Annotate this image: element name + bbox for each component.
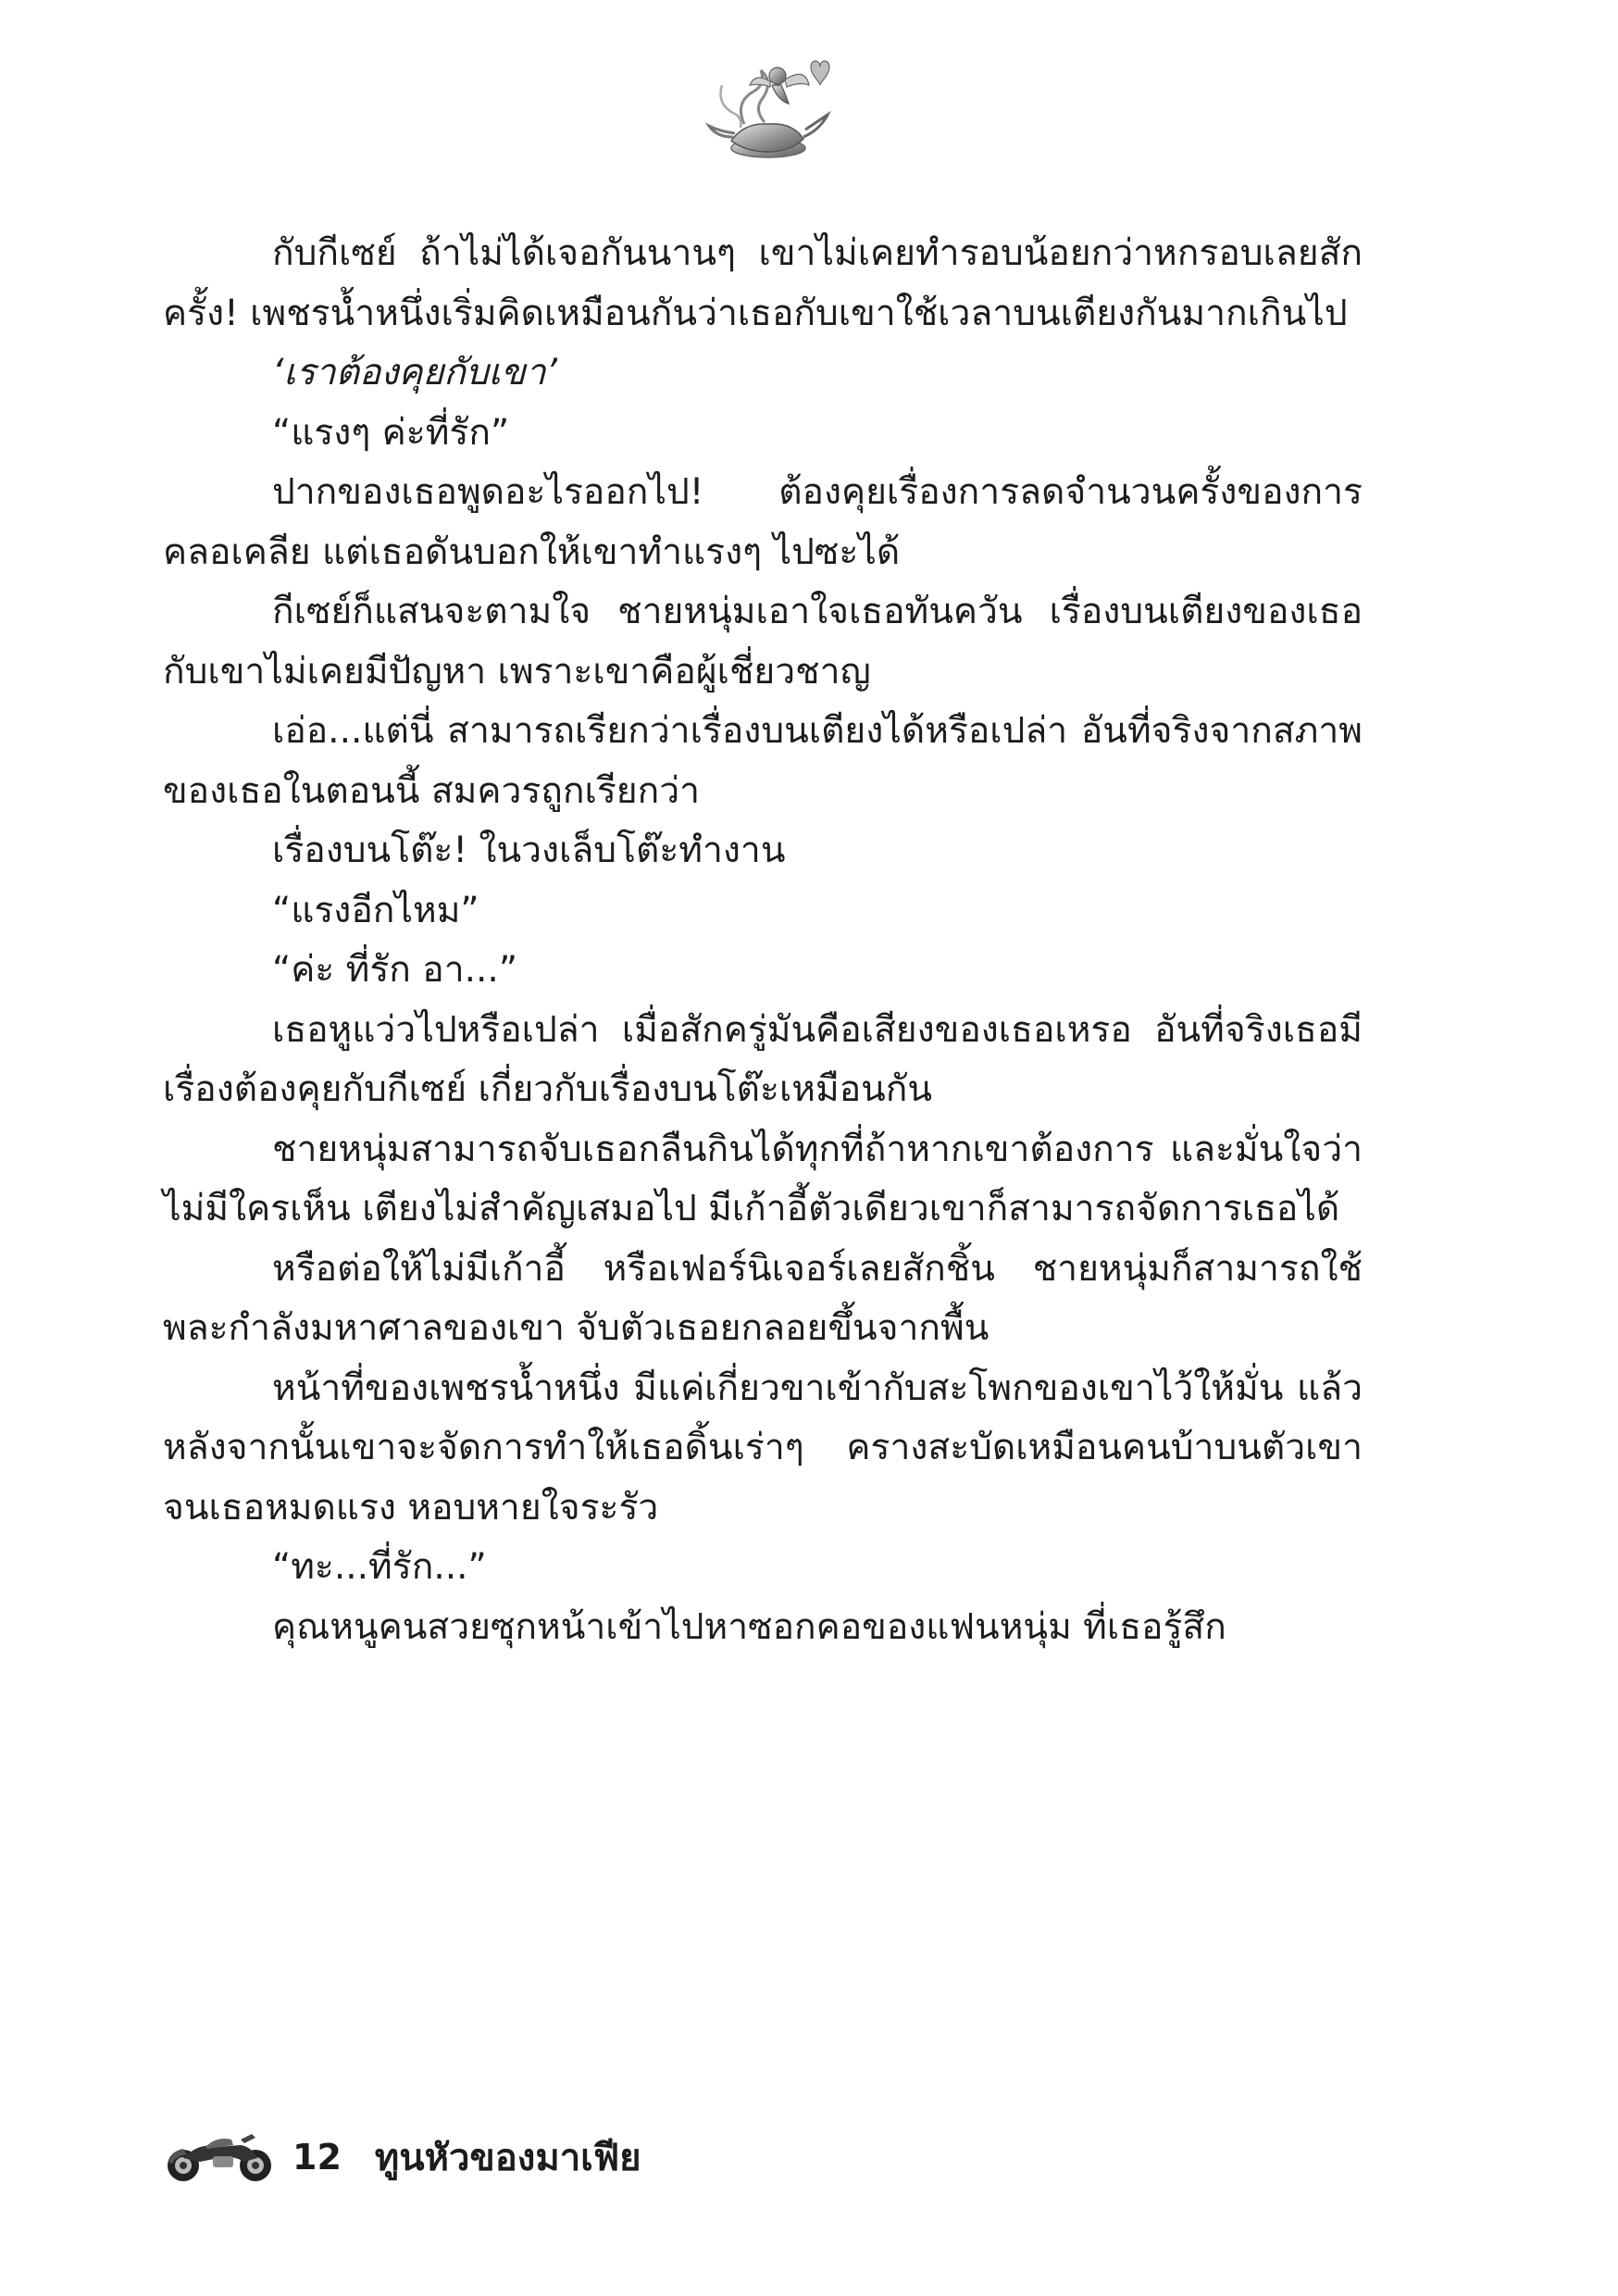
- book-title: ทูนหัวของมาเฟีย: [374, 2137, 641, 2179]
- paragraph: ปากของเธอพูดอะไรออกไป! ต้องคุยเรื่องการลดจำนวนครั้งของการคลอเคลีย แต่เธอดันบอกให้เขาทำแรงๆ ไปซะได้: [163, 471, 1363, 573]
- paragraph: หรือต่อให้ไม่มีเก้าอี้ หรือเฟอร์นิเจอร์เลยสักชิ้น ชายหนุ่มก็สามารถใช้พละกำลังมหาศาลของเขา จับตัวเธอยกลอยขึ้นจากพื้น: [163, 1247, 1363, 1349]
- paragraph-thought: ‘เราต้องคุยกับเขา’: [272, 352, 557, 393]
- paragraph: กับกีเซย์ ถ้าไม่ได้เจอกันนานๆ เขาไม่เคยทำรอบน้อยกว่าหกรอบเลยสักครั้ง! เพชรน้ำหนึ่งเริ่มคิดเหมือนกันว่าเธอกับเขาใช้เวลาบนเตียงกันมากเกินไป: [163, 232, 1363, 334]
- paragraph: เอ่อ...แต่นี่ สามารถเรียกว่าเรื่องบนเตียงได้หรือเปล่า อันที่จริงจากสภาพของเธอในตอนนี้ สมควรถูกเรียกว่า: [163, 710, 1363, 812]
- paragraph: ชายหนุ่มสามารถจับเธอกลืนกินได้ทุกที่ถ้าหากเขาต้องการ และมั่นใจว่าไม่มีใครเห็น เตียงไม่สำคัญเสมอไป มีเก้าอี้ตัวเดียวเขาก็สามารถจัดการเธอได้: [163, 1128, 1363, 1229]
- paragraph: เรื่องบนโต๊ะ! ในวงเล็บโต๊ะทำงาน: [272, 830, 786, 871]
- motorcycle-icon: [163, 2130, 276, 2184]
- page-footer: [163, 2120, 641, 2194]
- paragraph-dialogue: “แรงๆ ค่ะที่รัก”: [272, 411, 510, 454]
- paragraph: คุณหนูคนสวยซุกหน้าเข้าไปหาซอกคอของแฟนหนุ่ม ที่เธอรู้สึก: [272, 1605, 1226, 1648]
- paragraph-dialogue: “ค่ะ ที่รัก อา...”: [272, 949, 518, 991]
- cupid-teapot-ornament-icon: [689, 48, 837, 168]
- paragraph: หน้าที่ของเพชรน้ำหนึ่ง มีแค่เกี่ยวขาเข้ากับสะโพกของเขาไว้ให้มั่น แล้วหลังจากนั้นเขาจะจัดการทำให้เธอดิ้นเร่าๆ ครางสะบัดเหมือนคนบ้าบนตัวเขา จนเธอหมดแรง หอบหายใจระรัว: [163, 1366, 1363, 1529]
- paragraph: เธอหูแว่วไปหรือเปล่า เมื่อสักครู่มันคือเสียงของเธอเหรอ อันที่จริงเธอมีเรื่องต้องคุยกับกีเซย์ เกี่ยวกับเรื่องบนโต๊ะเหมือนกัน: [163, 1008, 1363, 1110]
- paragraph: กีเซย์ก็แสนจะตามใจ ชายหนุ่มเอาใจเธอทันควัน เรื่องบนเตียงของเธอกับเขาไม่เคยมีปัญหา เพราะเขาคือผู้เชี่ยวชาญ: [163, 591, 1363, 693]
- page-number: 12: [292, 2137, 342, 2177]
- body-text: [163, 224, 1363, 1657]
- paragraph-dialogue: “แรงอีกไหม”: [272, 889, 479, 931]
- paragraph-dialogue: “ทะ...ที่รัก...”: [272, 1546, 487, 1588]
